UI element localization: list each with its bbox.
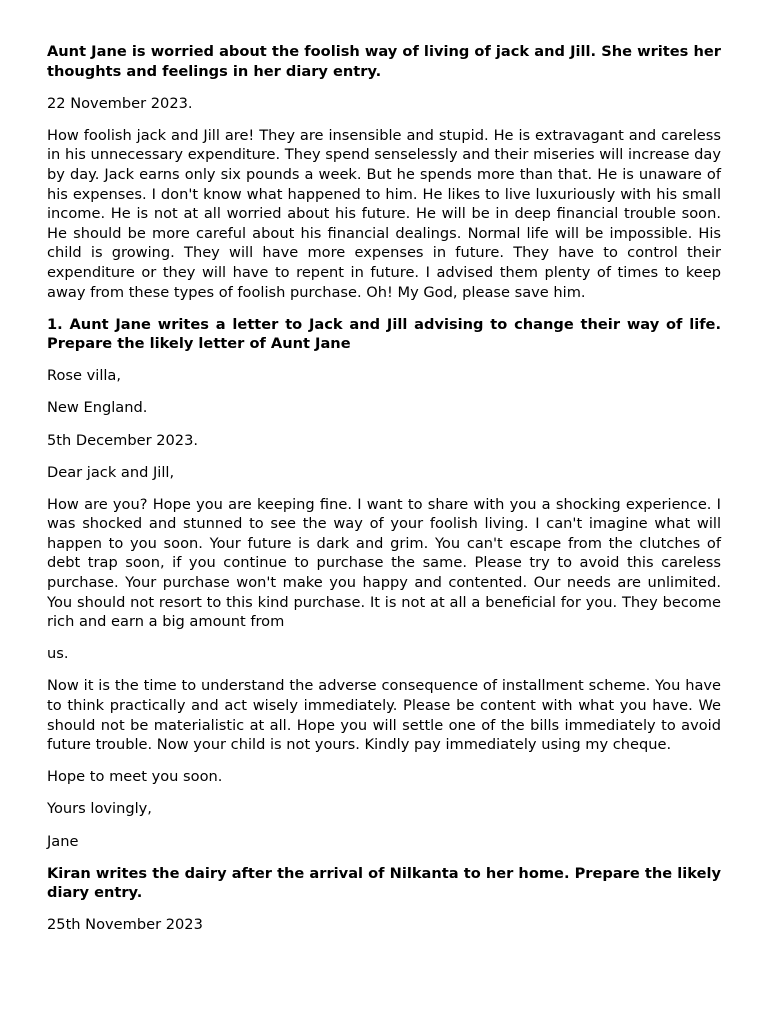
address-line-2: New England. — [47, 399, 148, 417]
letter-closing-line: Hope to meet you soon. — [47, 768, 223, 786]
address-line-1: Rose villa, — [47, 367, 122, 385]
diary-2-date: 25th November 2023 — [47, 916, 203, 934]
letter-paragraph-2: Now it is the time to understand the adverse consequence of installment scheme. You have to think practically and act wisely immediately. Please be content with what you have. We should not be materialistic at all. Hope you will settle one of the bills immediately to avoid future trouble. Now your child is not yours. Kindly pay immediately using my cheque. — [47, 677, 721, 754]
task-heading-letter: 1. Aunt Jane writes a letter to Jack and Jill advising to change their way of life. Prepare the likely letter of Aunt Jane — [47, 315, 721, 353]
task-heading-diary-2: Kiran writes the dairy after the arrival of Nilkanta to her home. Prepare the likely diary entry. — [47, 864, 721, 902]
letter-salutation: Dear jack and Jill, — [47, 463, 175, 481]
letter-sign-off: Yours lovingly, — [47, 800, 152, 818]
letter-date: 5th December 2023. — [47, 431, 198, 449]
diary-body: How foolish jack and Jill are! They are insensible and stupid. He is extravagant and careless in his unnecessary expenditure. They spend senselessly and their miseries will increase day by day. Jack earns only six pounds a week. But he spends more than that. He is unaware of his expenses. I don't know what happened to him. He likes to live luxuriously with his small income. He is not at all worried about his future. He will be in deep financial trouble soon. He should be more careful about his financial dealings. Normal life will be impossible. His child is growing. They will have more expenses in future. They have to control their expenditure or they will have to repent in future. I advised them plenty of times to keep away from these types of foolish purchase. Oh! My God, please save him. — [47, 126, 721, 301]
letter-paragraph-1-end: us. — [47, 645, 69, 663]
task-heading-diary: Aunt Jane is worried about the foolish way of living of jack and Jill. She writes her thoughts and feelings in her diary entry. — [47, 43, 721, 80]
diary-date: 22 November 2023. — [47, 94, 193, 112]
letter-signature: Jane — [47, 832, 79, 850]
letter-paragraph-1: How are you? Hope you are keeping fine. I want to share with you a shocking experience. I was shocked and stunned to see the way of your foolish living. I can't imagine what will happen to you soon. Your future is dark and grim. You can't escape from the clutches of debt trap soon, if you continue to purchase the same. Please try to avoid this careless purchase. Your purchase won't make you happy and contented. Our needs are unlimited. You should not resort to this kind purchase. It is not at all a beneficial for you. They become rich and earn a big amount from — [47, 495, 721, 631]
